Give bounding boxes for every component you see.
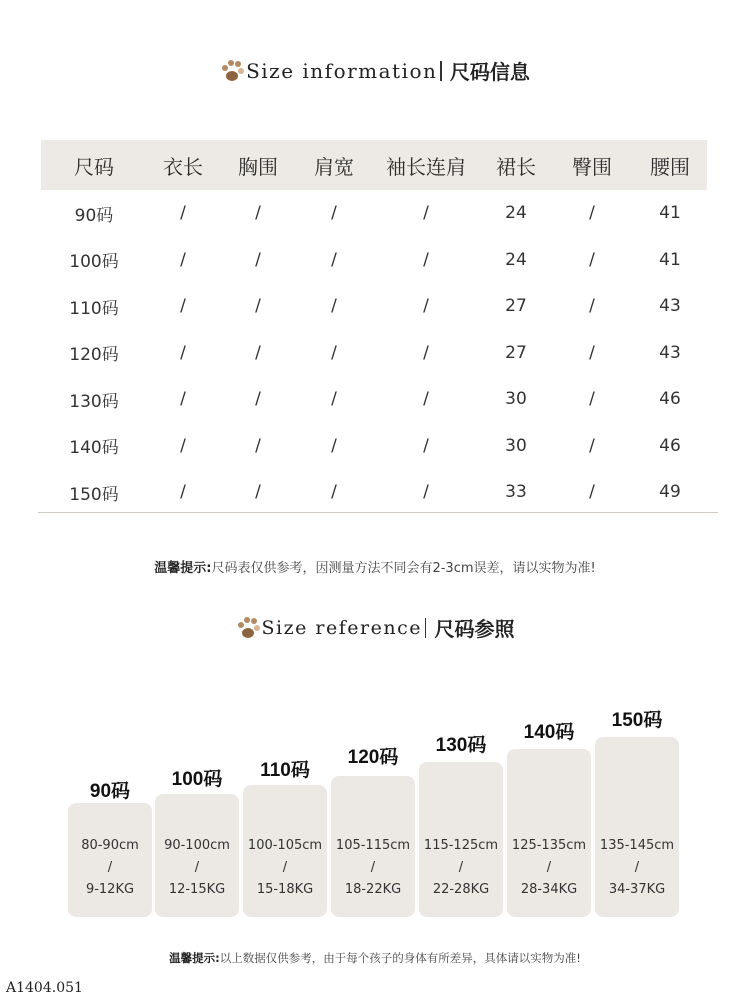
size-card: [155, 794, 239, 917]
weight-range: 9-12KG: [85, 882, 135, 897]
size-label: 150码: [611, 710, 663, 731]
separator: /: [282, 860, 288, 875]
table-cell: 46: [659, 389, 681, 410]
separator: /: [458, 860, 464, 875]
table-cell: /: [331, 435, 337, 456]
table-cell: /: [589, 249, 595, 270]
size-label: 100码: [171, 769, 223, 790]
table-cell: 24: [505, 249, 527, 270]
size-table: [41, 140, 707, 516]
table-cell: /: [423, 296, 429, 317]
separator: /: [370, 860, 376, 875]
height-range: 80-90cm: [81, 838, 139, 853]
table-bottom-divider: [38, 512, 718, 513]
table-row: [41, 283, 707, 330]
separator: /: [546, 860, 552, 875]
note-text: 以上数据仅供参考，由于每个孩子的身体有所差异，具体请以实物为准!: [219, 951, 581, 965]
size-label: 140码: [523, 722, 575, 743]
header-cell: 肩宽: [314, 154, 354, 179]
size-label: 90码: [89, 781, 131, 802]
header-cell: 裙长: [496, 154, 536, 179]
table-cell: /: [180, 203, 186, 224]
title-chinese: 尺码信息: [449, 60, 530, 84]
note-label: 温馨提示:: [154, 561, 212, 576]
header-cell: 腰围: [650, 154, 690, 179]
table-cell: /: [589, 389, 595, 410]
table-cell: 43: [659, 342, 681, 363]
weight-range: 18-22KG: [344, 882, 402, 897]
table-cell: 140码: [69, 438, 119, 459]
table-cell: /: [331, 203, 337, 224]
table-row: [41, 237, 707, 284]
size-card: [68, 803, 152, 917]
weight-range: 28-34KG: [520, 882, 578, 897]
title-divider: [425, 618, 427, 638]
size-label: 120码: [347, 747, 399, 768]
table-cell: /: [589, 296, 595, 317]
table-cell: /: [255, 203, 261, 224]
table-cell: /: [331, 296, 337, 317]
table-cell: 24: [505, 203, 527, 224]
title-latin: Size information: [246, 58, 438, 83]
table-cell: /: [255, 296, 261, 317]
table-cell: 30: [505, 389, 527, 410]
table-cell: /: [255, 389, 261, 410]
table-cell: /: [423, 342, 429, 363]
height-range: 90-100cm: [164, 838, 230, 853]
size-label: 110码: [260, 760, 310, 781]
paw-icon: [236, 616, 260, 640]
title-divider: [440, 61, 442, 81]
table-cell: /: [423, 249, 429, 270]
separator: /: [634, 860, 640, 875]
reference-note: [0, 950, 750, 966]
size-card: [595, 737, 679, 917]
table-row: [41, 330, 707, 377]
weight-range: 12-15KG: [168, 882, 226, 897]
separator: /: [194, 860, 200, 875]
title-chinese: 尺码参照: [434, 617, 515, 641]
table-cell: 120码: [69, 345, 119, 366]
table-cell: /: [180, 296, 186, 317]
header-cell: 尺码: [74, 154, 114, 179]
table-cell: /: [331, 249, 337, 270]
table-cell: /: [255, 249, 261, 270]
height-range: 125-135cm: [511, 838, 587, 853]
table-body: [41, 190, 707, 516]
table-cell: 130码: [69, 391, 119, 412]
height-range: 135-145cm: [599, 838, 675, 853]
table-cell: /: [423, 482, 429, 503]
height-range: 105-115cm: [335, 838, 411, 853]
table-cell: /: [423, 435, 429, 456]
table-cell: 90码: [74, 205, 114, 226]
table-cell: /: [180, 249, 186, 270]
table-header: [41, 140, 707, 190]
table-cell: 43: [659, 296, 681, 317]
table-cell: 46: [659, 435, 681, 456]
table-cell: /: [255, 435, 261, 456]
table-cell: 49: [659, 482, 681, 503]
table-cell: 150码: [69, 484, 119, 505]
table-cell: /: [423, 203, 429, 224]
table-row: [41, 376, 707, 423]
table-cell: 41: [659, 203, 681, 224]
height-range: 100-105cm: [247, 838, 323, 853]
table-row: [41, 423, 707, 470]
product-code: A1404.051: [6, 980, 83, 996]
table-cell: /: [589, 482, 595, 503]
size-note: [0, 557, 750, 576]
header-cell: 臀围: [572, 154, 612, 179]
table-cell: /: [589, 203, 595, 224]
table-row: [41, 190, 707, 237]
table-cell: /: [180, 435, 186, 456]
table-cell: 41: [659, 249, 681, 270]
weight-range: 34-37KG: [608, 882, 666, 897]
size-card: [331, 776, 415, 917]
separator: /: [107, 860, 113, 875]
weight-range: 22-28KG: [432, 882, 490, 897]
size-card: [243, 785, 327, 917]
size-reference-title: [0, 613, 750, 642]
table-cell: 27: [505, 342, 527, 363]
table-cell: /: [331, 342, 337, 363]
table-cell: 110码: [69, 298, 119, 319]
table-cell: 30: [505, 435, 527, 456]
size-card: [419, 762, 503, 917]
table-cell: 33: [505, 482, 527, 503]
table-cell: 100码: [69, 252, 119, 273]
size-information-title: [0, 56, 750, 85]
table-cell: /: [331, 389, 337, 410]
table-cell: /: [423, 389, 429, 410]
height-range: 115-125cm: [423, 838, 499, 853]
table-cell: /: [589, 435, 595, 456]
table-cell: /: [589, 342, 595, 363]
size-card: [507, 749, 591, 917]
table-cell: /: [331, 482, 337, 503]
table-cell: /: [255, 342, 261, 363]
table-cell: /: [180, 389, 186, 410]
paw-icon: [220, 59, 244, 83]
table-cell: /: [255, 482, 261, 503]
header-cell: 衣长: [163, 154, 203, 179]
table-row: [41, 469, 707, 516]
note-label: 温馨提示:: [169, 951, 220, 965]
size-label: 130码: [435, 735, 487, 756]
header-cell: 袖长连肩: [386, 154, 466, 179]
table-cell: 27: [505, 296, 527, 317]
table-cell: /: [180, 482, 186, 503]
header-cell: 胸围: [238, 154, 278, 179]
table-cell: /: [180, 342, 186, 363]
title-latin: Size reference: [261, 616, 422, 639]
note-text: 尺码表仅供参考，因测量方法不同会有2-3cm误差，请以实物为准!: [211, 561, 596, 576]
weight-range: 15-18KG: [256, 882, 314, 897]
